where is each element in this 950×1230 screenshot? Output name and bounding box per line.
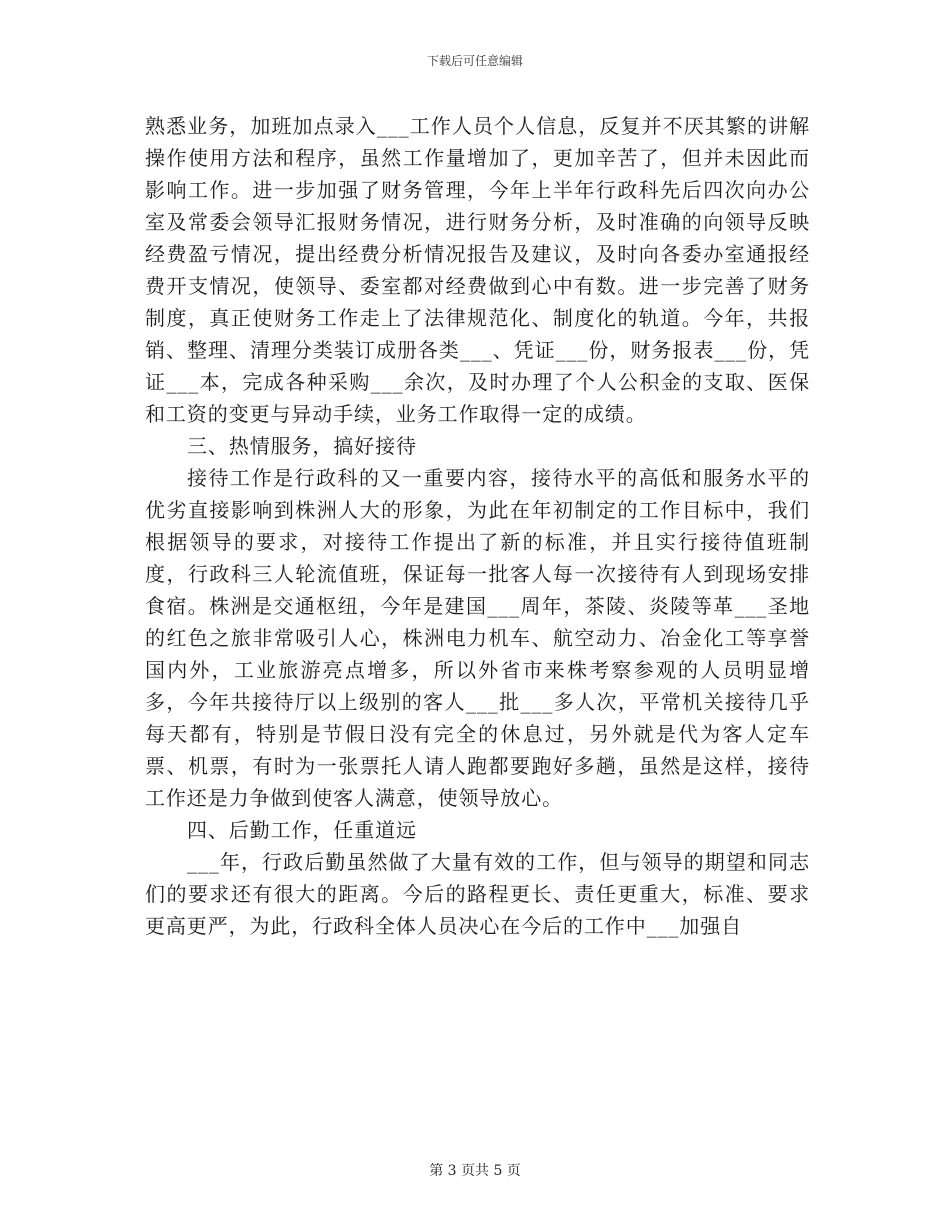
section-heading-reception: 三、热情服务，搞好接待 <box>187 434 417 458</box>
document-body <box>145 110 810 942</box>
paragraph-finance: 熟悉业务，加班加点录入___工作人员个人信息，反复并不厌其繁的讲解操作使用方法和程序，虽然工作量增加了，更加辛苦了，但并未因此而影响工作。进一步加强了财务管理，今年上半年行政科先后四次向办公室及常委会领导汇报财务情况，进行财务分析，及时准确的向领导反映经费盈亏情况，提出经费分析情况报告及建议，及时向各委办室通报经费开支情况，使领导、委室都对经费做到心中有数。进一步完善了财务制度，真正使财务工作走上了法律规范化、制度化的轨道。今年，共报销、整理、清理分类装订成册各类___、凭证___份，财务报表___份，凭证___本，完成各种采购___余次，及时办理了个人公积金的支取、医保和工资的变更与异动手续，业务工作取得一定的成绩。 <box>145 114 810 426</box>
paragraph-reception: 接待工作是行政科的又一重要内容，接待水平的高低和服务水平的优劣直接影响到株洲人大的形象，为此在年初制定的工作目标中，我们根据领导的要求，对接待工作提出了新的标准，并且实行接待值班制度，行政科三人轮流值班，保证每一批客人每一次接待有人到现场安排食宿。株洲是交通枢纽，今年是建国___周年，茶陵、炎陵等革___圣地的红色之旅非常吸引人心，株洲电力机车、航空动力、冶金化工等享誉国内外，工业旅游亮点增多，所以外省市来株考察参观的人员明显增多，今年共接待厅以上级别的客人___批___多人次，平常机关接待几乎每天都有，特别是节假日没有完全的休息过，另外就是代为客人定车票、机票，有时为一张票托人请人跑都要跑好多趟，虽然是这样，接待工作还是力争做到使客人满意，使领导放心。 <box>145 466 810 810</box>
section-heading-logistics: 四、后勤工作，任重道远 <box>187 818 417 842</box>
page-footer: 第 3 页共 5 页 <box>429 1163 521 1179</box>
page-header: 下载后可任意编辑 <box>426 54 523 68</box>
paragraph-logistics: ___年，行政后勤虽然做了大量有效的工作，但与领导的期望和同志们的要求还有很大的距离。今后的路程更长、责任更重大，标准、要求更高更严，为此，行政科全体人员决心在今后的工作中___加强自 <box>145 850 810 938</box>
